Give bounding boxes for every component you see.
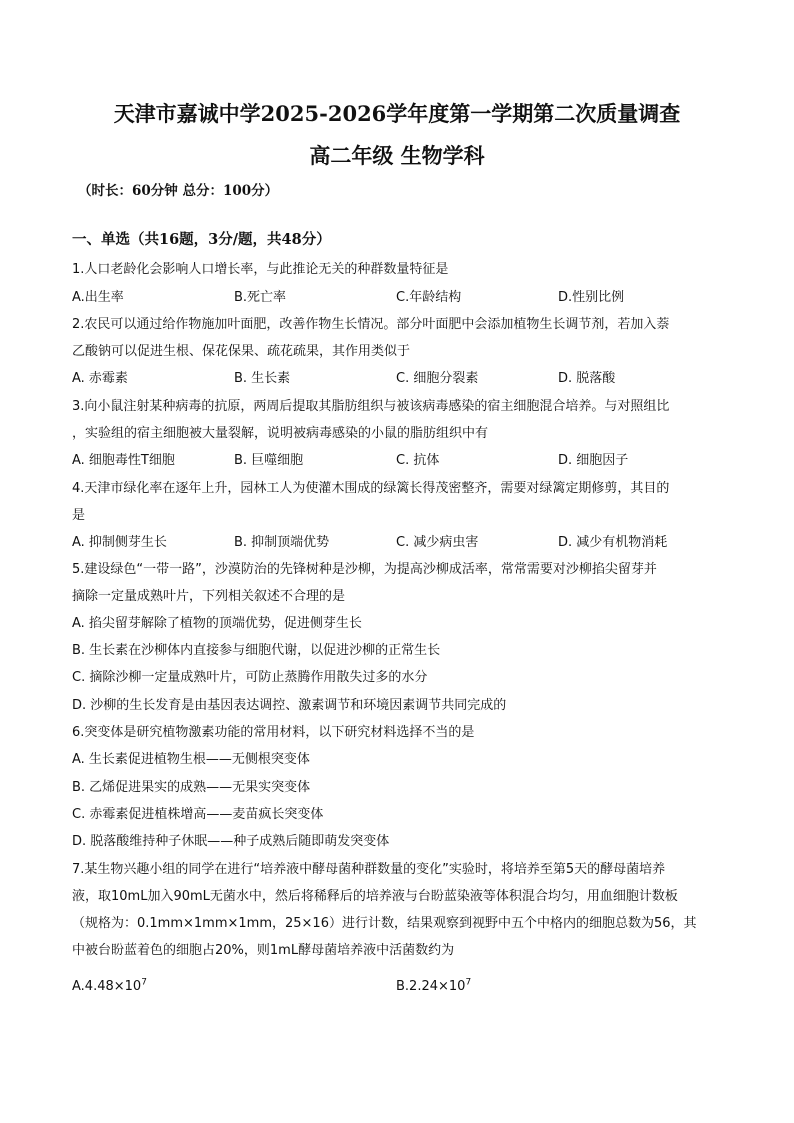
question-stem: 中被台盼蓝着色的细胞占20%，则1mL酵母菌培养液中活菌数约为 <box>72 943 455 958</box>
option-d: D. 脱落酸 <box>558 371 616 386</box>
option-a <box>72 978 147 996</box>
option-a: A. 生长素促进植物生根——无侧根突变体 <box>72 752 310 767</box>
option-c: C. 减少病虫害 <box>396 535 479 550</box>
option-c: C. 细胞分裂素 <box>396 371 479 386</box>
question-stem: 7.某生物兴趣小组的同学在进行“培养液中酵母菌种群数量的变化”实验时，将培养至第5天的酵母菌培养 <box>72 862 666 877</box>
option-b: B.死亡率 <box>234 290 287 305</box>
question-stem: 4.天津市绿化率在逐年上升，园林工人为使灌木围成的绿篱长得茂密整齐，需要对绿篱定期修剪，其目的 <box>72 481 670 496</box>
option-d: D. 脱落酸维持种子休眠——种子成熟后随即萌发突变体 <box>72 834 390 849</box>
option-b-exponent: 7 <box>465 977 472 988</box>
option-a: A. 掐尖留芽解除了植物的顶端优势，促进侧芽生长 <box>72 616 362 631</box>
question-stem: 3.向小鼠注射某种病毒的抗原，两周后提取其脂肪组织与被该病毒感染的宿主细胞混合培养。与对照组比 <box>72 399 670 414</box>
option-a: A. 细胞毒性T细胞 <box>72 453 175 468</box>
question-stem: 6.突变体是研究植物激素功能的常用材料，以下研究材料选择不当的是 <box>72 725 475 740</box>
option-b: B. 生长素在沙柳体内直接参与细胞代谢，以促进沙柳的正常生长 <box>72 643 441 658</box>
option-a-base: A.4.48×10 <box>72 979 142 994</box>
exam-subtitle: 高二年级 生物学科 <box>309 143 485 168</box>
question-stem: ，实验组的宿主细胞被大量裂解，说明被病毒感染的小鼠的脂肪组织中有 <box>72 426 489 441</box>
question-stem: 1.人口老龄化会影响人口增长率，与此推论无关的种群数量特征是 <box>72 262 449 277</box>
option-a-exponent: 7 <box>141 977 147 988</box>
option-c: C.年龄结构 <box>396 290 462 305</box>
option-c: C. 赤霉素促进植株增高——麦苗疯长突变体 <box>72 807 324 822</box>
question-stem: 液，取10mL加入90mL无菌水中，然后将稀释后的培养液与台盼蓝染液等体积混合均匀，用血细胞计数板 <box>72 889 678 904</box>
option-b: B. 生长素 <box>234 371 291 386</box>
question-stem: 摘除一定量成熟叶片，下列相关叙述不合理的是 <box>72 589 346 604</box>
option-d: D. 沙柳的生长发育是由基因表达调控、激素调节和环境因素调节共同完成的 <box>72 698 507 713</box>
question-stem: 乙酸钠可以促进生根、保花保果、疏花疏果，其作用类似于 <box>72 344 411 359</box>
question-stem: 2.农民可以通过给作物施加叶面肥，改善作物生长情况。部分叶面肥中会添加植物生长调节剂，若加入萘 <box>72 317 670 332</box>
question-stem: 5.建设绿色“一带一路”，沙漠防治的先锋树种是沙柳，为提高沙柳成活率，常常需要对沙柳掐尖留芽并 <box>72 562 657 577</box>
option-b-base: B.2.24×10 <box>396 979 466 994</box>
option-d: D. 减少有机物消耗 <box>558 535 668 550</box>
question-stem: 是 <box>72 508 86 523</box>
option-c: C. 抗体 <box>396 453 440 468</box>
option-a: A. 赤霉素 <box>72 371 128 386</box>
option-c: C. 摘除沙柳一定量成熟叶片，可防止蒸腾作用散失过多的水分 <box>72 670 428 685</box>
option-d: D. 细胞因子 <box>558 453 629 468</box>
option-b: B. 乙烯促进果实的成熟——无果实突变体 <box>72 780 311 795</box>
option-b <box>396 978 471 996</box>
exam-meta: （时长：60分钟 总分：100分） <box>78 183 279 199</box>
option-a: A.出生率 <box>72 290 124 305</box>
option-d: D.性别比例 <box>558 290 625 305</box>
option-b: B. 抑制顶端优势 <box>234 535 330 550</box>
section-heading: 一、单选（共16题，3分/题，共48分） <box>72 231 331 248</box>
option-b: B. 巨噬细胞 <box>234 453 304 468</box>
option-a: A. 抑制侧芽生长 <box>72 535 167 550</box>
question-stem: （规格为：0.1mm×1mm×1mm，25×16）进行计数，结果观察到视野中五个中格内的细胞总数为56，其 <box>72 916 697 931</box>
exam-title: 天津市嘉诚中学2025-2026学年度第一学期第二次质量调查 <box>113 101 681 126</box>
